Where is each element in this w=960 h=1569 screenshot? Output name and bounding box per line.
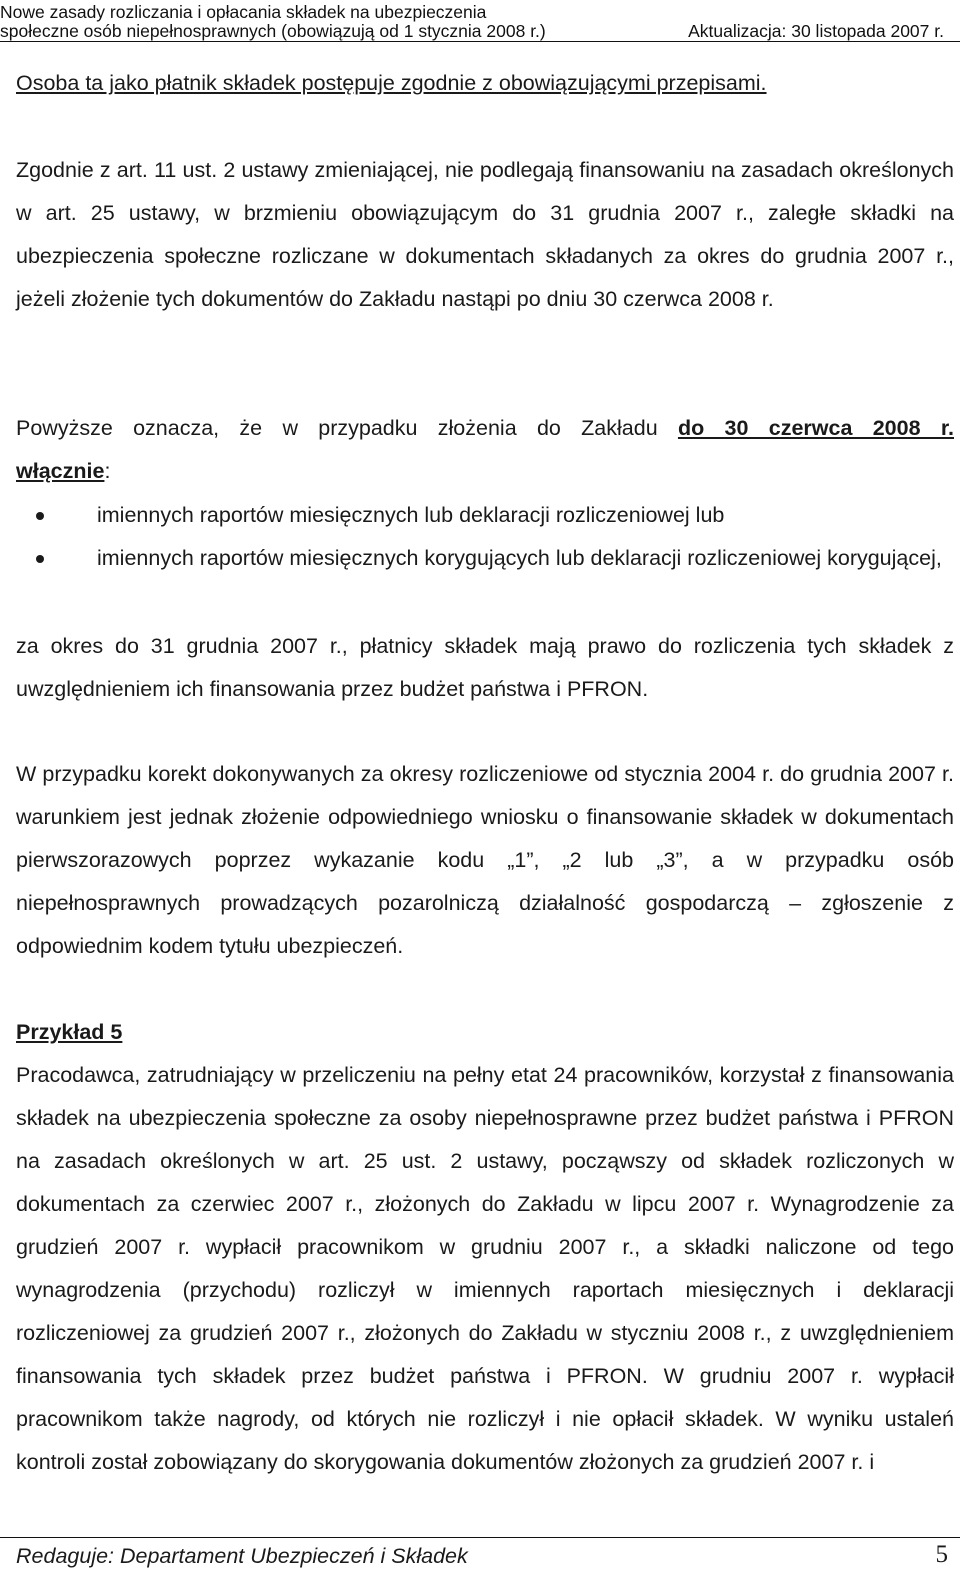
paragraph-example-5: Pracodawca, zatrudniający w przeliczeniu na pełny etat 24 pracowników, korzystał z finansowania składek na ubezpieczenia społeczne za osoby niepełnosprawne przez budżet państwa i PFRON na zasadach określonych w art. 25 ust. 2 ustawy, począwszy od składek rozliczonych w dokumentach za czerwiec 2007 r., złożonych do Zakładu w lipcu 2007 r. Wynagrodzenie za grudzień 2007 r. wypłacił pracownikom w grudniu 2007 r., a składki naliczone od tego wynagrodzenia (przychodu) rozliczył w imiennych raportach miesięcznych i deklaracji rozliczeniowej za grudzień 2007 r., złożonych do Zakładu w styczniu 2008 r., z uwzględnieniem finansowania tych składek przez budżet państwa i PFRON. W grudniu 2007 r. wypłacił pracownikom także nagrody, od których nie rozliczył i nie opłacił składek. W wyniku ustaleń kontroli został zobowiązany do skorygowania dokumentów złożonych za grudzień 2007 r. i	[16, 1063, 954, 1474]
paragraph-corrections: W przypadku korekt dokonywanych za okresy rozliczeniowe od stycznia 2004 r. do grudnia 2007 r. warunkiem jest jednak złożenie odpowiedniego wniosku o finansowanie składek w dokumentach pierwszorazowych poprzez wykazanie kodu „1”, „2 lub „3”, a w przypadku osób niepełnosprawnych prowadzących pozarolniczą działalność gospodarczą – zgłoszenie z odpowiednim kodem tytułu ubezpieczeń.	[16, 762, 954, 958]
page-number: 5	[935, 1541, 948, 1568]
paragraph-meaning	[16, 407, 954, 450]
footer-rule	[0, 1537, 960, 1538]
paragraph-payer-rule: Osoba ta jako płatnik składek postępuje zgodnie z obowiązującymi przepisami.	[16, 71, 767, 95]
header-title-line-1: Nowe zasady rozliczania i opłacania składek na ubezpieczenia	[0, 2, 487, 22]
paragraph-art-11: Zgodnie z art. 11 ust. 2 ustawy zmieniającej, nie podlegają finansowaniu na zasadach określonych w art. 25 ustawy, w brzmieniu obowiązującym do 31 grudnia 2007 r., zaległe składki na ubezpieczenia społeczne rozliczane w dokumentach składanych za okres do grudnia 2007 r., jeżeli złożenie tych dokumentów do Zakładu nastąpi po dniu 30 czerwca 2008 r.	[16, 158, 954, 311]
meaning-lead-text: Powyższe oznacza, że w przypadku złożenia do Zakładu	[16, 416, 678, 440]
bullet-icon	[36, 512, 44, 520]
paragraph-meaning-cont	[16, 450, 954, 493]
inclusive-emphasis: włącznie	[16, 459, 105, 483]
deadline-emphasis: do 30 czerwca 2008 r.	[677, 416, 954, 440]
inclusive-colon: :	[104, 459, 111, 483]
paragraph-period: za okres do 31 grudnia 2007 r., płatnicy składek mają prawo do rozliczenia tych składek z uwzględnieniem ich finansowania przez budżet państwa i PFRON.	[16, 634, 954, 701]
list-item	[16, 494, 954, 537]
bullet-icon	[36, 555, 44, 563]
list-item-text: imiennych raportów miesięcznych lub deklaracji rozliczeniowej lub	[97, 503, 725, 527]
list-item	[16, 537, 954, 580]
page-header	[0, 0, 960, 46]
header-update-date: Aktualizacja: 30 listopada 2007 r.	[688, 21, 944, 41]
list-item-text: imiennych raportów miesięcznych korygujących lub deklaracji rozliczeniowej korygującej,	[97, 546, 942, 570]
header-title-line-2: społeczne osób niepełnosprawnych (obowiązują od 1 stycznia 2008 r.)	[0, 21, 546, 41]
example-heading: Przykład 5	[16, 1020, 123, 1044]
footer-editor: Redaguje: Departament Ubezpieczeń i Składek	[16, 1544, 468, 1568]
page-footer	[0, 1533, 960, 1569]
header-rule	[0, 41, 960, 42]
report-type-list	[16, 494, 954, 580]
